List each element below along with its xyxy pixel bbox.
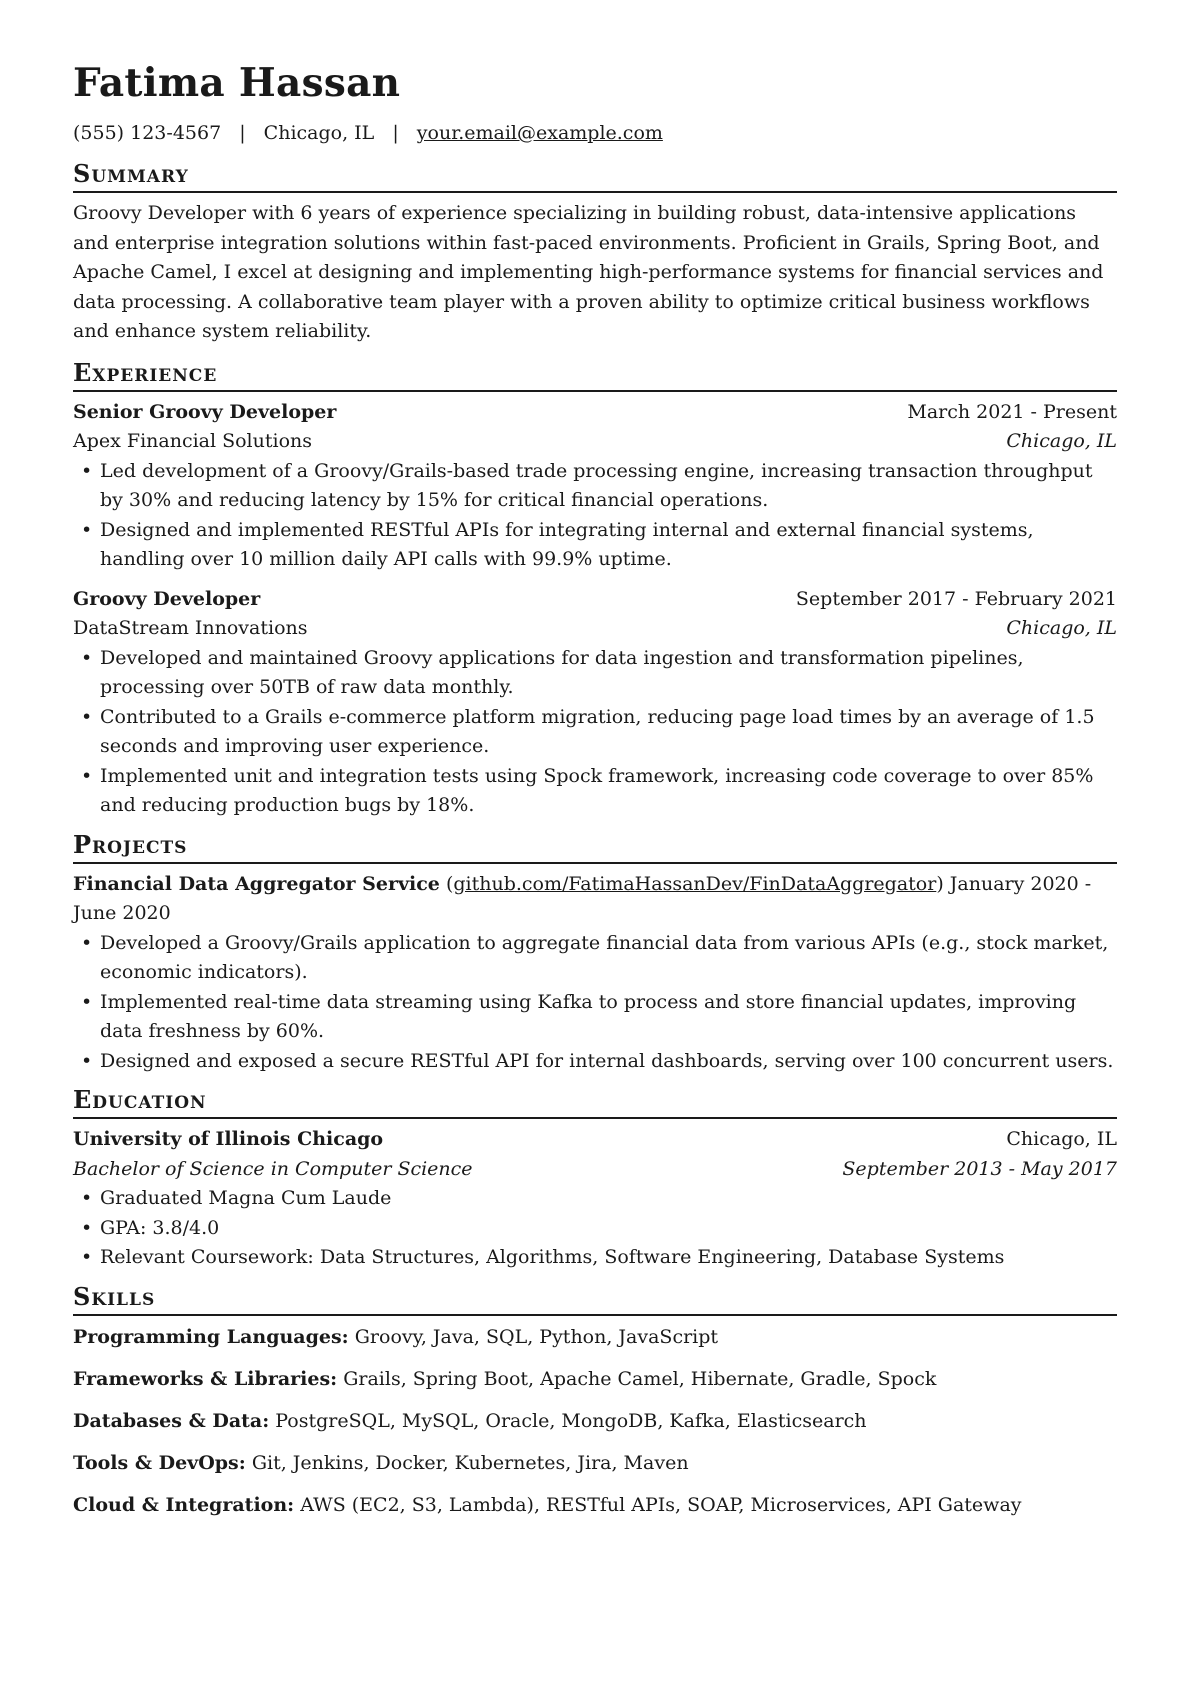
bullet-item: • Contributed to a Grails e-commerce platform migration, reducing page load times by an average of 1.5 seconds and improving user experience.: [73, 703, 1117, 762]
skill-value: Grails, Spring Boot, Apache Camel, Hibernate, Gradle, Spock: [343, 1367, 937, 1390]
job-entry: [73, 585, 1117, 821]
degree: Bachelor of Science in Computer Science: [73, 1157, 473, 1180]
bullet-item: • Developed and maintained Groovy applications for data ingestion and transformation pipelines, processing over 50TB of raw data monthly.: [73, 644, 1117, 703]
skill-label: Tools & DevOps:: [73, 1451, 246, 1474]
education-heading: Education: [73, 1086, 1117, 1119]
skills-heading: Skills: [73, 1283, 1117, 1316]
bullet-item: • Led development of a Groovy/Grails-based trade processing engine, increasing transaction throughput by 30% and reducing latency by 15% for critical financial operations.: [73, 457, 1117, 516]
job-header-row: [73, 398, 1117, 428]
bullet-item: • Graduated Magna Cum Laude: [73, 1184, 1117, 1214]
contact-line: [73, 120, 1117, 146]
bullet-item: • Relevant Coursework: Data Structures, Algorithms, Software Engineering, Database Systems: [73, 1243, 1117, 1273]
job-company-row: [73, 614, 1117, 644]
skill-value: Git, Jenkins, Docker, Kubernetes, Jira, Maven: [251, 1451, 689, 1474]
job-role: Senior Groovy Developer: [73, 400, 337, 423]
job-role: Groovy Developer: [73, 587, 261, 610]
bullet-item: • Implemented real-time data streaming using Kafka to process and store financial updates, improving data freshness by 60%.: [73, 988, 1117, 1047]
degree-row: [73, 1155, 1117, 1185]
school-name: University of Illinois Chicago: [73, 1128, 384, 1150]
skill-line: [73, 1322, 1117, 1352]
phone-number: (555) 123-4567: [73, 122, 222, 144]
skill-label: Cloud & Integration:: [73, 1493, 295, 1516]
summary-heading: Summary: [73, 160, 1117, 193]
job-location: Chicago, IL: [1006, 617, 1117, 639]
job-dates: September 2017 - February 2021: [795, 587, 1117, 610]
skill-label: Databases & Data:: [73, 1409, 270, 1432]
project-entry: [73, 870, 1117, 1077]
bullet-item: • GPA: 3.8/4.0: [73, 1214, 1117, 1244]
job-dates: March 2021 - Present: [907, 400, 1117, 423]
job-company: Apex Financial Solutions: [73, 430, 313, 452]
skill-line: [73, 1406, 1117, 1436]
projects-heading: Projects: [73, 831, 1117, 864]
candidate-name: Fatima Hassan: [73, 60, 401, 106]
education-dates: September 2013 - May 2017: [842, 1157, 1117, 1180]
skill-value: PostgreSQL, MySQL, Oracle, MongoDB, Kafka, Elasticsearch: [275, 1409, 867, 1432]
job-bullets: [73, 644, 1117, 821]
project-name: Financial Data Aggregator Service: [73, 872, 440, 895]
skill-line: [73, 1364, 1117, 1394]
job-company-row: [73, 427, 1117, 457]
experience-heading: Experience: [73, 359, 1117, 392]
contact-separator: |: [239, 122, 246, 144]
skill-line: [73, 1490, 1117, 1520]
job-bullets: [73, 457, 1117, 575]
skill-label: Programming Languages:: [73, 1325, 349, 1348]
skills-list: [73, 1322, 1117, 1520]
skill-value: Groovy, Java, SQL, Python, JavaScript: [354, 1325, 719, 1348]
skill-value: AWS (EC2, S3, Lambda), RESTful APIs, SOAP, Microservices, API Gateway: [300, 1493, 1022, 1516]
bullet-item: • Developed a Groovy/Grails application to aggregate financial data from various APIs (e.g., stock market, economic indicators).: [73, 929, 1117, 988]
bullet-item: • Implemented unit and integration tests using Spock framework, increasing code coverage to over 85% and reducing production bugs by 18%.: [73, 762, 1117, 821]
job-entry: [73, 398, 1117, 575]
education-entry: [73, 1125, 1117, 1273]
education-header-row: [73, 1125, 1117, 1155]
project-link[interactable]: github.com/FatimaHassanDev/FinDataAggregator: [453, 872, 937, 895]
project-header: [73, 870, 1117, 929]
job-company: DataStream Innovations: [73, 617, 308, 639]
paren-open: (: [445, 872, 454, 895]
skill-line: [73, 1448, 1117, 1478]
job-header-row: [73, 585, 1117, 615]
summary-text: Groovy Developer with 6 years of experience specializing in building robust, data-intensive applications and enterprise integration solutions within fast-paced environments. Proficient in Grails, Spring Boot, and Apache Camel, I excel at designing and implementing high-performance systems for financial services and data processing. A collaborative team player with a proven ability to optimize critical business workflows and enhance system reliability.: [73, 202, 1104, 342]
job-location: Chicago, IL: [1006, 430, 1117, 452]
education-bullets: [73, 1184, 1117, 1273]
bullet-item: • Designed and exposed a secure RESTful API for internal dashboards, serving over 100 concurrent users.: [73, 1047, 1117, 1077]
bullet-item: • Designed and implemented RESTful APIs for integrating internal and external financial systems, handling over 10 million daily API calls with 99.9% uptime.: [73, 516, 1117, 575]
contact-location: Chicago, IL: [263, 122, 375, 144]
skill-label: Frameworks & Libraries:: [73, 1367, 338, 1390]
school-location: Chicago, IL: [1006, 1128, 1117, 1150]
contact-separator: |: [392, 122, 399, 144]
project-bullets: [73, 929, 1117, 1077]
email-link[interactable]: your.email@example.com: [416, 122, 663, 144]
paren-close: ): [936, 872, 944, 895]
project-dates: January 2020 - June 2020: [73, 872, 1092, 924]
